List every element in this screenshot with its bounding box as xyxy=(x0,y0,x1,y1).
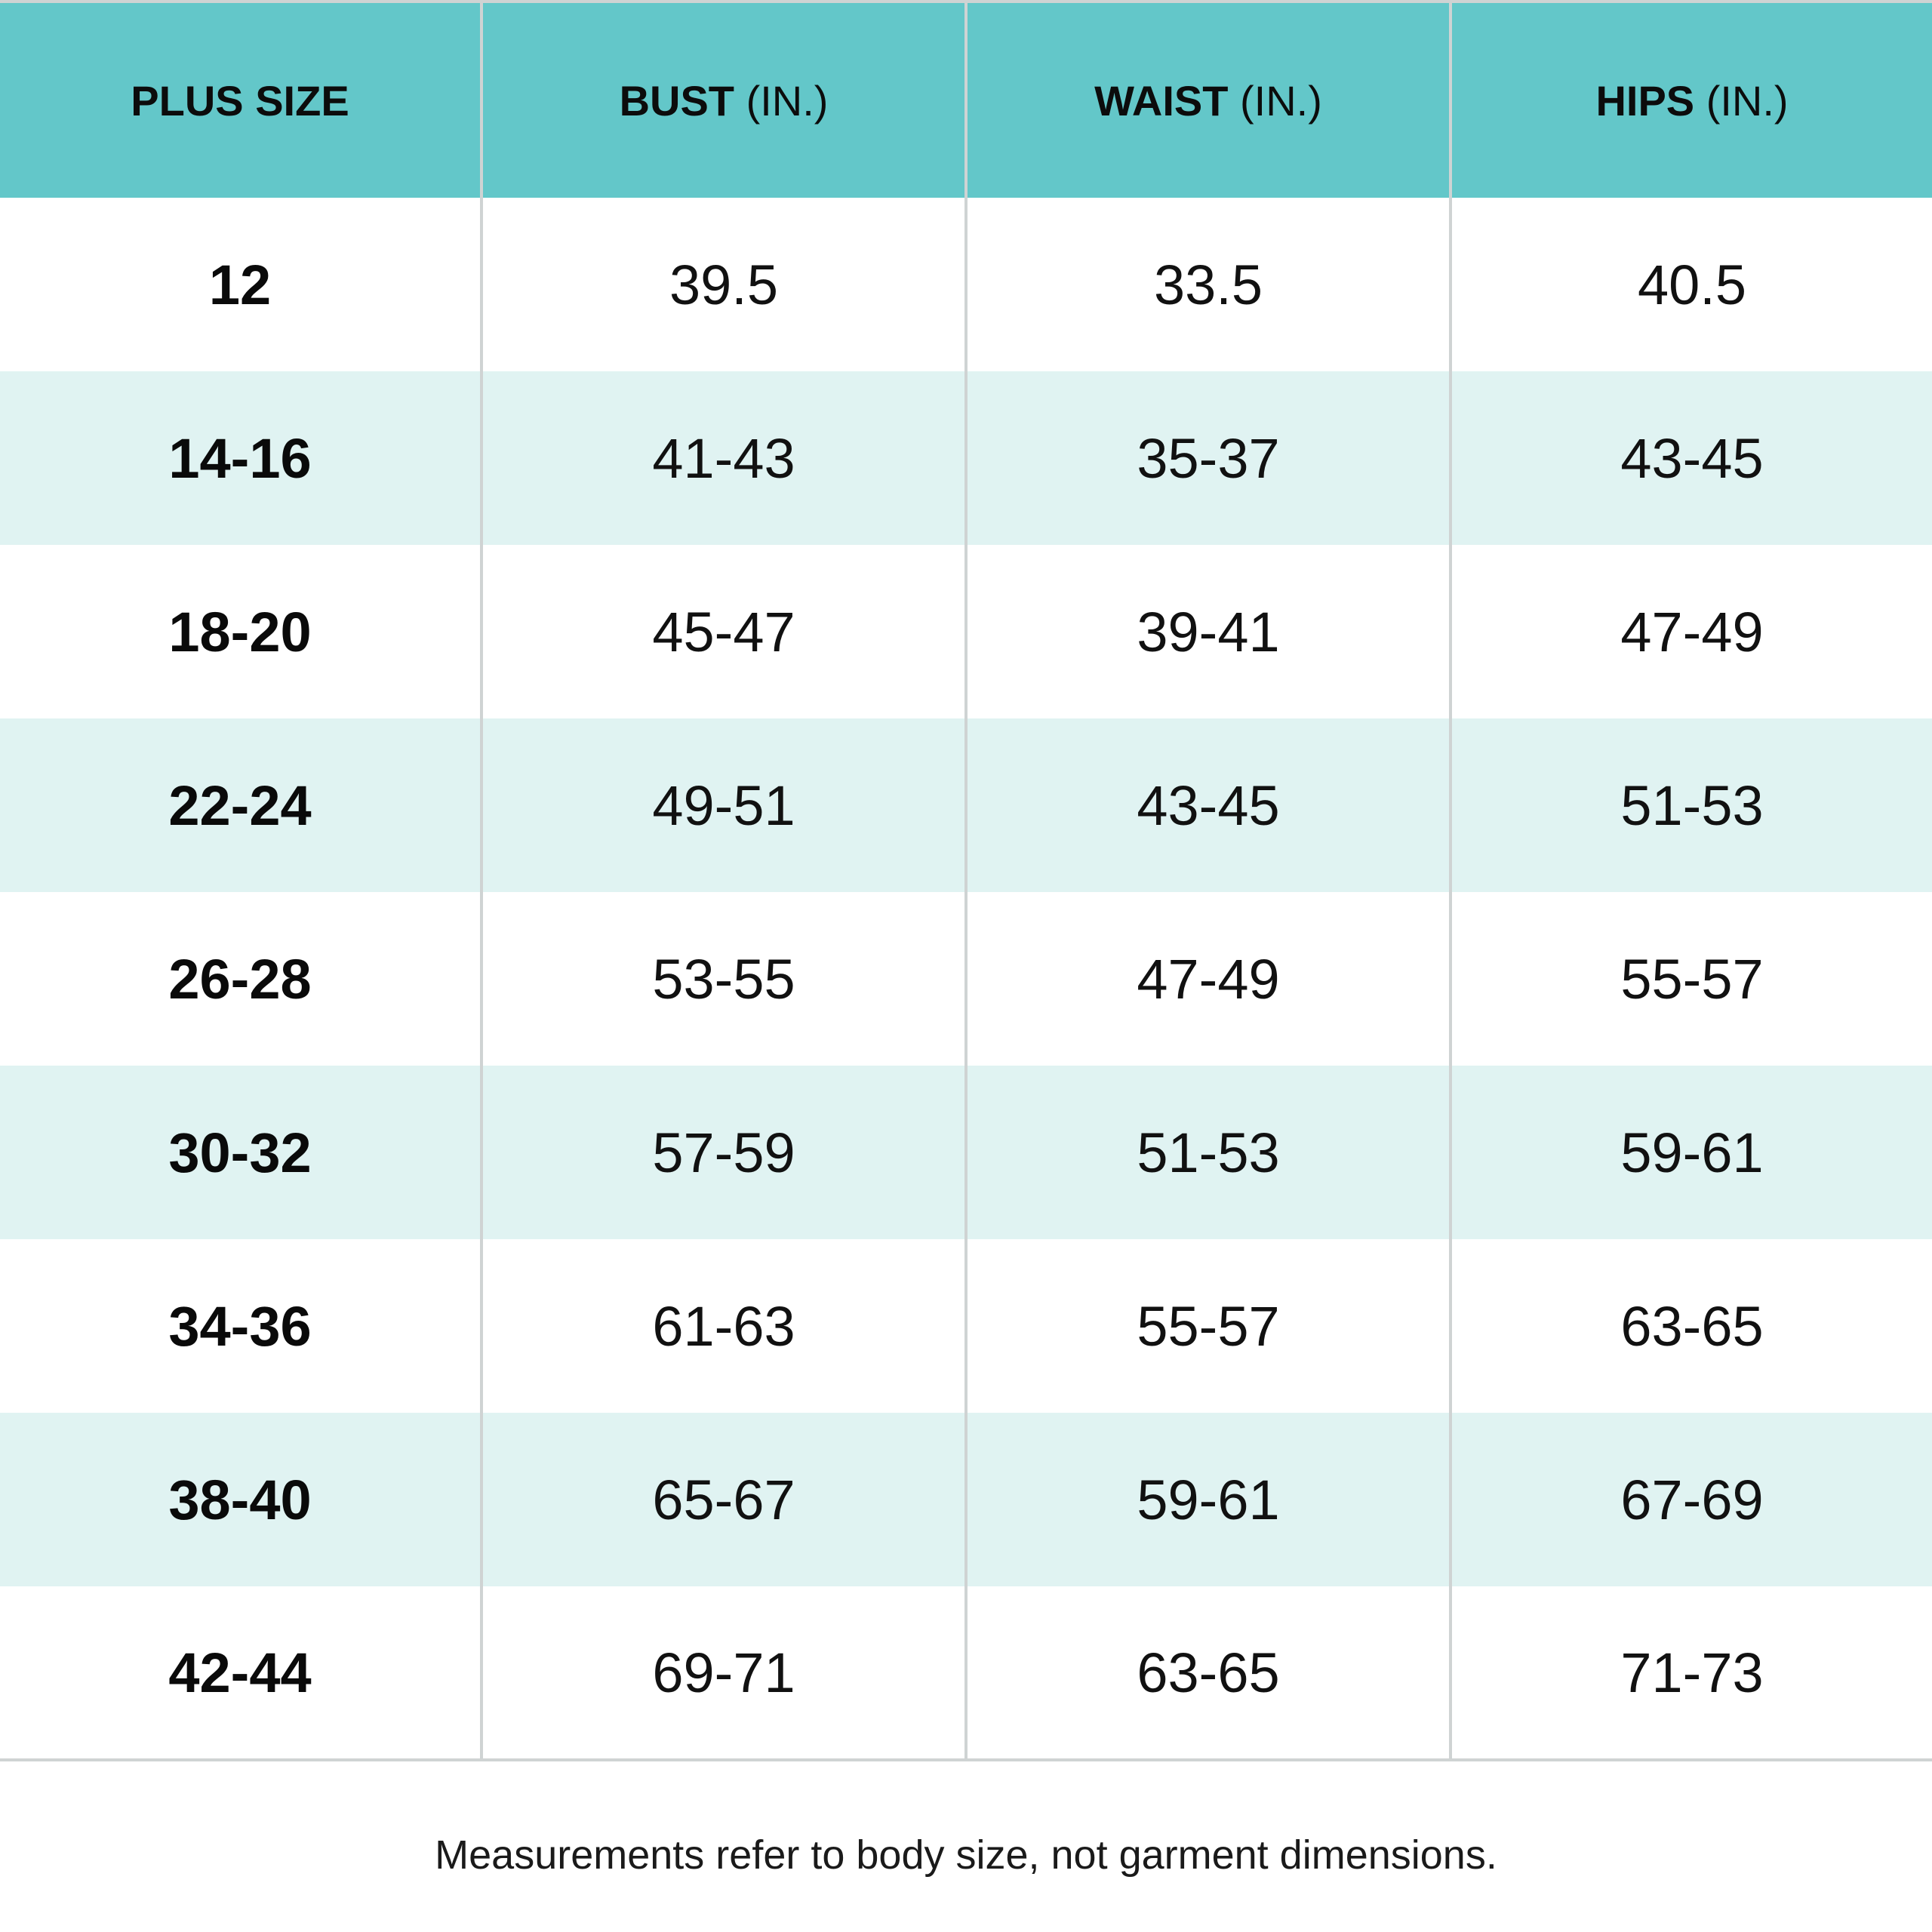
table-row xyxy=(0,892,1932,1066)
size-cell: 38-40 xyxy=(168,1468,312,1531)
header-unit: (IN.) xyxy=(1694,76,1789,125)
waist-cell: 39-41 xyxy=(966,545,1451,718)
size-cell: 14-16 xyxy=(168,426,312,490)
size-chart-body xyxy=(0,198,1932,1760)
waist-cell: 43-45 xyxy=(966,718,1451,892)
hips-cell: 51-53 xyxy=(1451,718,1932,892)
bust-cell: 57-59 xyxy=(481,1066,966,1239)
hips-cell: 71-73 xyxy=(1451,1586,1932,1760)
table-row xyxy=(0,545,1932,718)
size-cell: 22-24 xyxy=(168,774,312,837)
waist-cell: 51-53 xyxy=(966,1066,1451,1239)
size-cell: 26-28 xyxy=(168,947,312,1011)
header-hips xyxy=(1451,2,1932,198)
hips-cell: 63-65 xyxy=(1451,1239,1932,1413)
table-row xyxy=(0,1239,1932,1413)
table-row xyxy=(0,718,1932,892)
size-chart-header xyxy=(0,2,1932,198)
size-cell: 34-36 xyxy=(168,1294,312,1358)
size-cell: 18-20 xyxy=(168,600,312,663)
bust-cell: 49-51 xyxy=(481,718,966,892)
hips-cell: 67-69 xyxy=(1451,1413,1932,1586)
waist-cell: 63-65 xyxy=(966,1586,1451,1760)
size-cell: 30-32 xyxy=(168,1121,312,1184)
header-row xyxy=(0,2,1932,198)
waist-cell: 59-61 xyxy=(966,1413,1451,1586)
table-row xyxy=(0,198,1932,371)
bust-cell: 45-47 xyxy=(481,545,966,718)
bust-cell: 39.5 xyxy=(481,198,966,371)
hips-cell: 55-57 xyxy=(1451,892,1932,1066)
header-label: HIPS xyxy=(1595,76,1695,125)
table-row xyxy=(0,371,1932,545)
header-unit: (IN.) xyxy=(1228,76,1322,125)
bust-cell: 61-63 xyxy=(481,1239,966,1413)
size-cell: 42-44 xyxy=(0,1586,481,1760)
waist-cell: 33.5 xyxy=(966,198,1451,371)
header-plus-size xyxy=(0,2,481,198)
bust-cell: 65-67 xyxy=(481,1413,966,1586)
waist-cell: 35-37 xyxy=(966,371,1451,545)
header-unit: (IN.) xyxy=(734,76,829,125)
bust-cell: 69-71 xyxy=(481,1586,966,1760)
waist-cell: 55-57 xyxy=(966,1239,1451,1413)
bust-cell: 53-55 xyxy=(481,892,966,1066)
hips-cell: 40.5 xyxy=(1451,198,1932,371)
header-waist xyxy=(966,2,1451,198)
header-label: PLUS SIZE xyxy=(131,76,349,125)
table-row xyxy=(0,1413,1932,1586)
hips-cell: 43-45 xyxy=(1451,371,1932,545)
bust-cell: 41-43 xyxy=(481,371,966,545)
header-label: BUST xyxy=(619,76,735,125)
table-row xyxy=(0,1066,1932,1239)
measurement-footnote: Measurements refer to body size, not garment dimensions. xyxy=(435,1832,1497,1878)
hips-cell: 47-49 xyxy=(1451,545,1932,718)
size-cell: 12 xyxy=(208,253,272,316)
header-bust xyxy=(481,2,966,198)
header-label: WAIST xyxy=(1094,76,1229,125)
table-row xyxy=(0,1586,1932,1760)
hips-cell: 59-61 xyxy=(1451,1066,1932,1239)
waist-cell: 47-49 xyxy=(966,892,1451,1066)
